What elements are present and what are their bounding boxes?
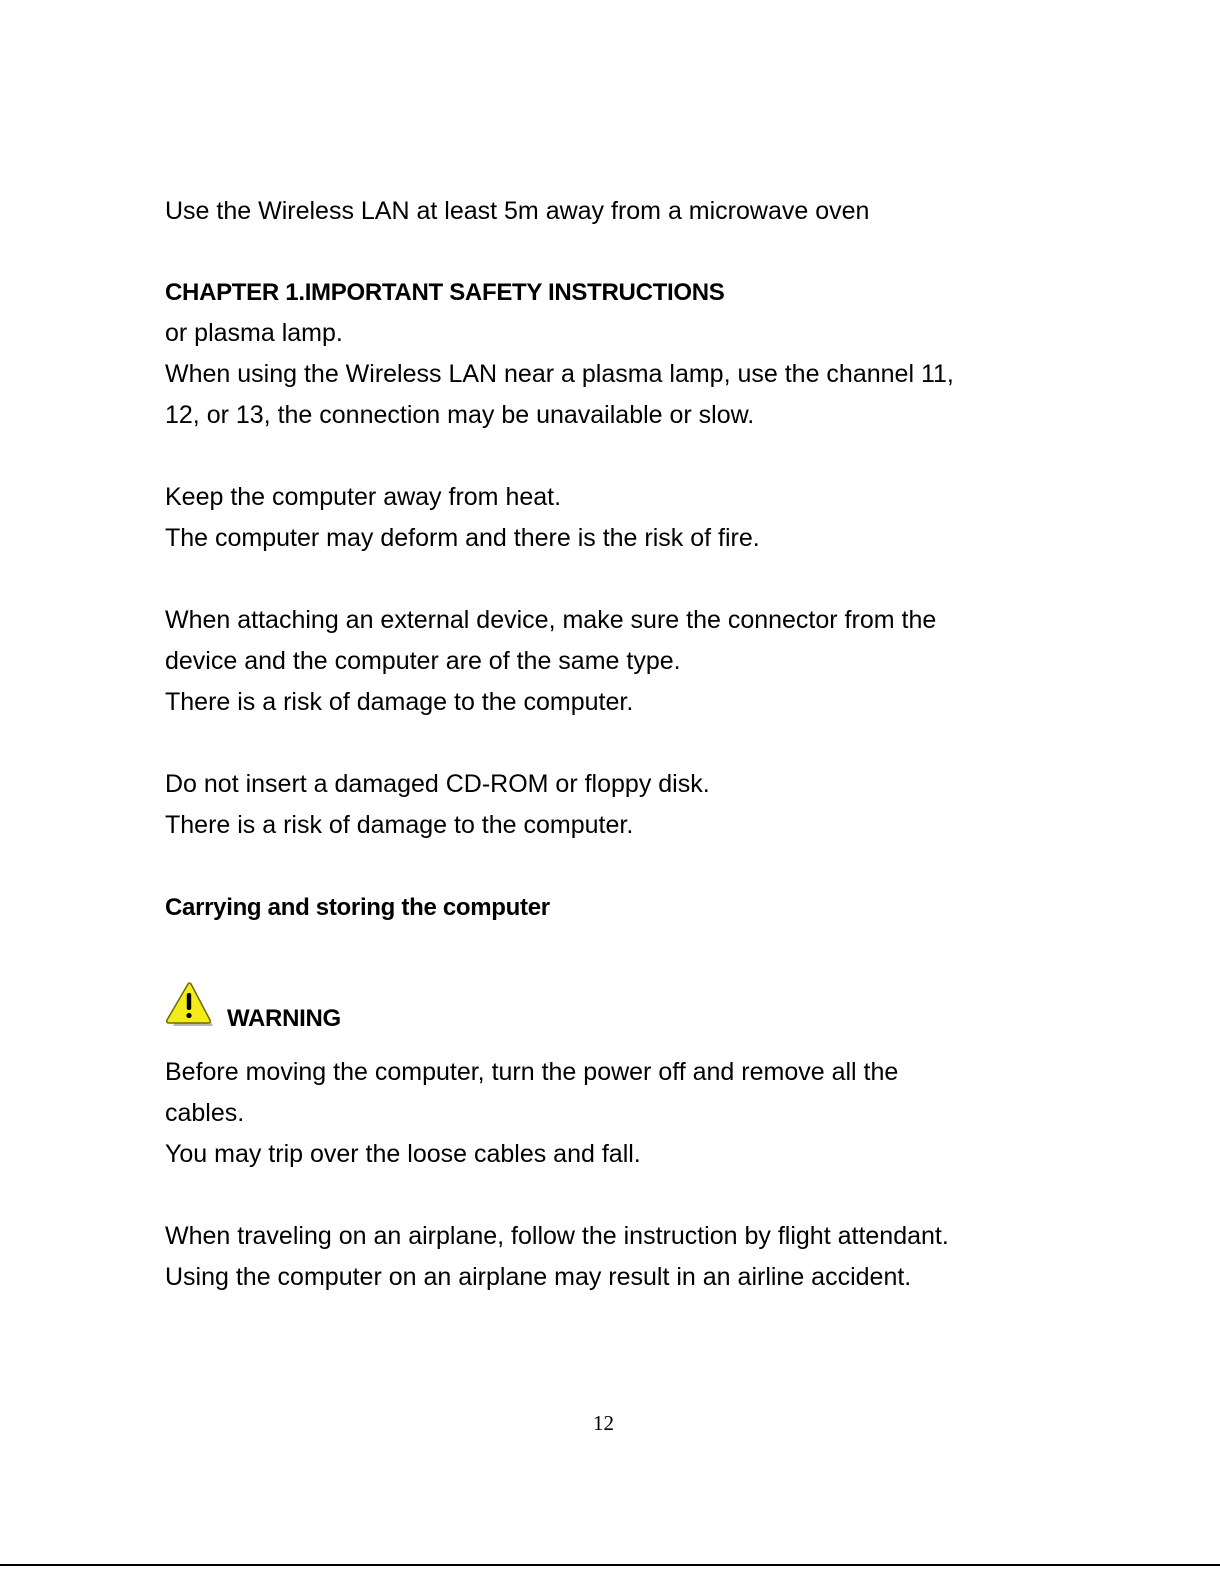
body-text-line: Using the computer on an airplane may result in an airline accident. bbox=[165, 1263, 912, 1291]
body-text-line: Use the Wireless LAN at least 5m away from a microwave oven bbox=[165, 197, 870, 225]
body-text-line: 12, or 13, the connection may be unavailable or slow. bbox=[165, 401, 755, 429]
body-text-line: device and the computer are of the same type. bbox=[165, 647, 681, 675]
page-number: 12 bbox=[593, 1411, 614, 1435]
warning-triangle-icon bbox=[165, 982, 215, 1030]
body-text-line: There is a risk of damage to the computer. bbox=[165, 688, 634, 716]
chapter-heading: CHAPTER 1.IMPORTANT SAFETY INSTRUCTIONS bbox=[165, 279, 725, 306]
body-text-line: You may trip over the loose cables and fall. bbox=[165, 1140, 641, 1168]
warning-label: WARNING bbox=[227, 1005, 341, 1032]
body-text-line: cables. bbox=[165, 1099, 245, 1127]
body-text-line: The computer may deform and there is the risk of fire. bbox=[165, 524, 760, 552]
bottom-divider bbox=[0, 1564, 1220, 1566]
body-text-line: When traveling on an airplane, follow the instruction by flight attendant. bbox=[165, 1222, 949, 1250]
body-text-line: When using the Wireless LAN near a plasma lamp, use the channel 11, bbox=[165, 360, 954, 388]
body-text-line: There is a risk of damage to the computer. bbox=[165, 811, 634, 839]
body-text-line: Do not insert a damaged CD-ROM or floppy disk. bbox=[165, 770, 710, 798]
section-heading: Carrying and storing the computer bbox=[165, 894, 550, 921]
body-text-line: When attaching an external device, make sure the connector from the bbox=[165, 606, 937, 634]
body-text-line: or plasma lamp. bbox=[165, 319, 343, 347]
body-text-line: Before moving the computer, turn the power off and remove all the bbox=[165, 1058, 899, 1086]
body-text-line: Keep the computer away from heat. bbox=[165, 483, 562, 511]
